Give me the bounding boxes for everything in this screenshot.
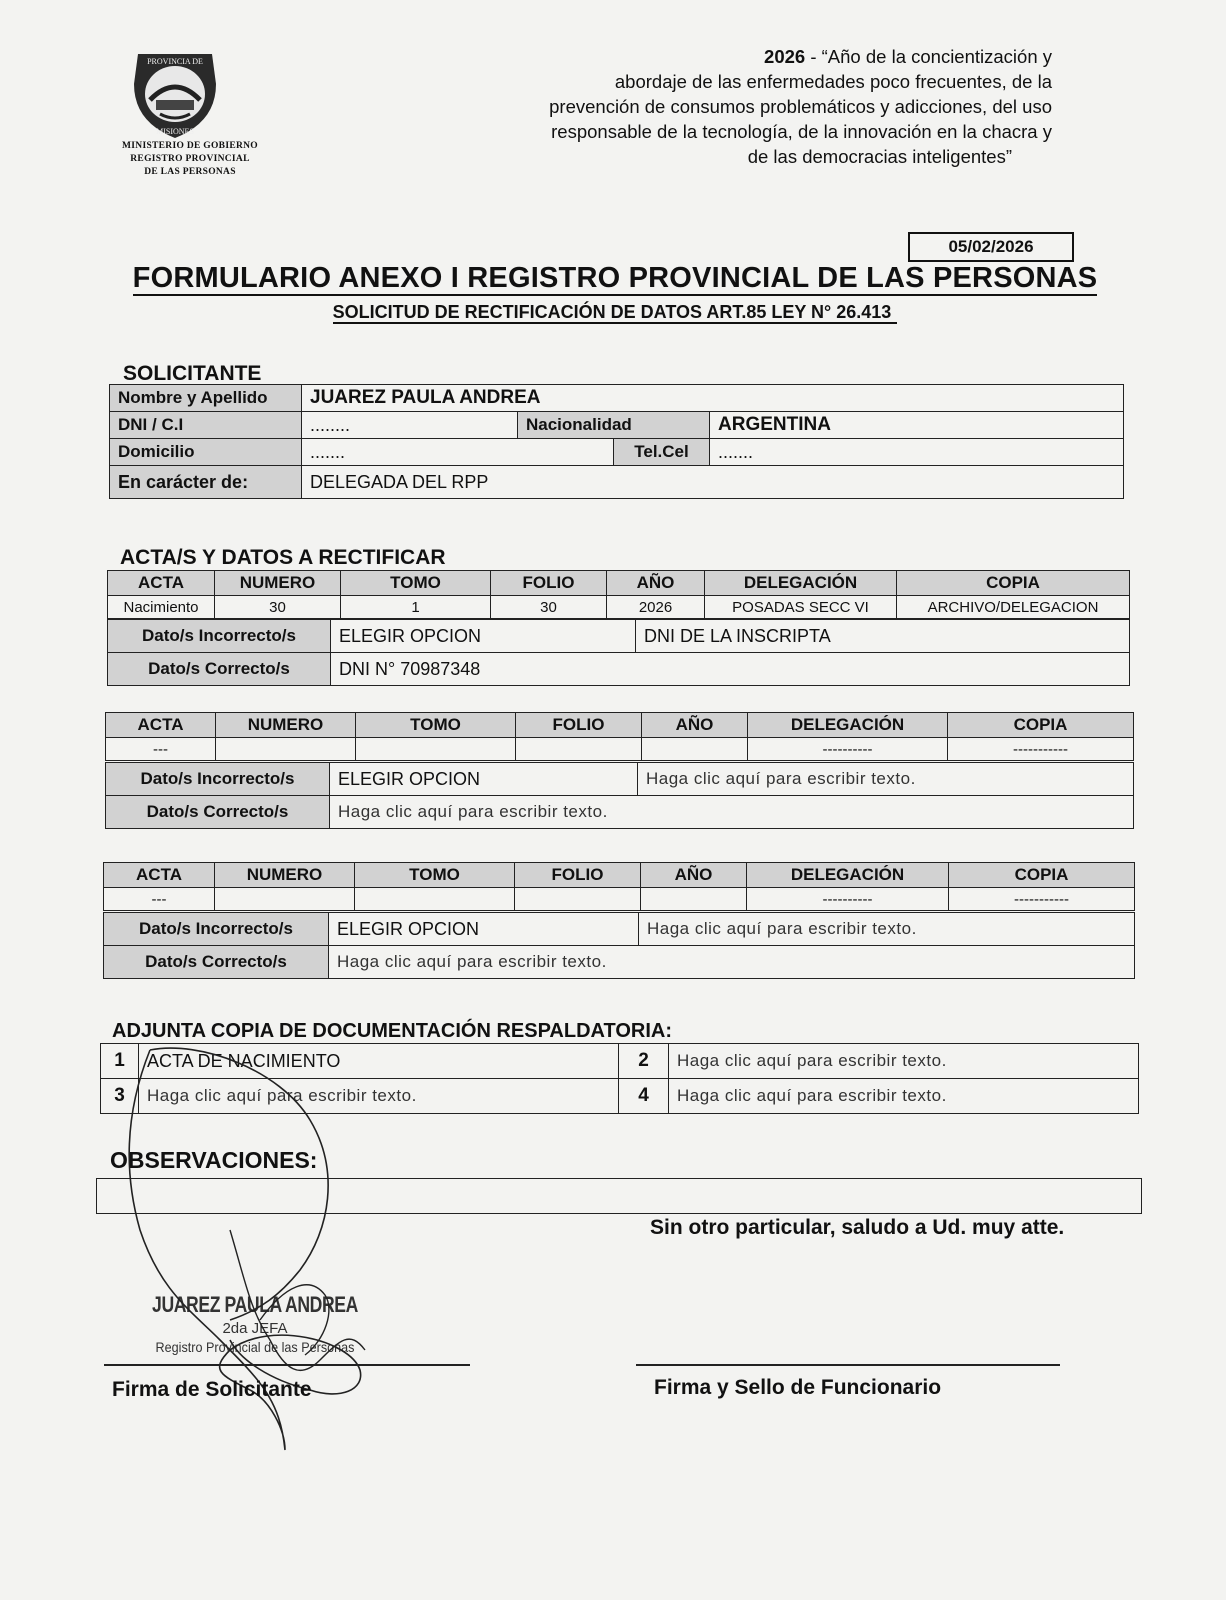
tel-field[interactable]: ....... [710, 439, 1124, 466]
motto-line-2: prevención de consumos problemáticos y adicciones, del uso [549, 96, 1052, 117]
delegacion-header: DELEGACIÓN [705, 571, 897, 596]
acta-cell[interactable]: Nacimiento [108, 596, 215, 619]
doc-field-3[interactable]: Haga clic aquí para escribir texto. [139, 1079, 619, 1114]
acta-cell[interactable]: --- [104, 888, 215, 911]
domicilio-label: Domicilio [110, 439, 302, 466]
anio-header: AÑO [607, 571, 705, 596]
doc-field-2[interactable]: Haga clic aquí para escribir texto. [669, 1044, 1139, 1079]
acta-table-1 [107, 570, 1130, 619]
datos-table-2 [105, 762, 1134, 829]
signature-line-funcionario [636, 1364, 1060, 1366]
folio-header: FOLIO [491, 571, 607, 596]
date-field[interactable]: 05/02/2026 [908, 232, 1074, 262]
acta-header: ACTA [104, 863, 215, 888]
copia-header: COPIA [949, 863, 1135, 888]
doc-field-4[interactable]: Haga clic aquí para escribir texto. [669, 1079, 1139, 1114]
ministry-name [95, 140, 285, 179]
doc-number: 3 [101, 1079, 139, 1114]
closing-text: Sin otro particular, saludo a Ud. muy atte. [650, 1216, 1065, 1239]
datos-table-1 [107, 619, 1130, 686]
acta-cell[interactable]: --- [106, 738, 216, 761]
incorrecto-opcion-select[interactable]: ELEGIR OPCION [331, 620, 636, 653]
seal-text-bottom: MISIONES [156, 127, 194, 136]
delegacion-header: DELEGACIÓN [747, 863, 949, 888]
correcto-label: Dato/s Correcto/s [108, 653, 331, 686]
incorrecto-opcion-select[interactable]: ELEGIR OPCION [329, 913, 639, 946]
incorrecto-texto-field[interactable]: DNI DE LA INSCRIPTA [636, 620, 1130, 653]
seal-text-top: PROVINCIA DE [147, 57, 203, 66]
acta-table-3 [103, 862, 1135, 911]
numero-header: NUMERO [215, 571, 341, 596]
acta-header: ACTA [108, 571, 215, 596]
incorrecto-label: Dato/s Incorrecto/s [108, 620, 331, 653]
folio-cell[interactable] [516, 738, 642, 761]
caracter-field[interactable]: DELEGADA DEL RPP [302, 466, 1124, 499]
folio-cell[interactable] [515, 888, 641, 911]
anio-header: AÑO [641, 863, 747, 888]
solicitante-table [109, 384, 1124, 499]
tomo-header: TOMO [355, 863, 515, 888]
tomo-header: TOMO [341, 571, 491, 596]
doc-number: 1 [101, 1044, 139, 1079]
firma-solicitante-label: Firma de Solicitante [112, 1378, 312, 1401]
correcto-field[interactable]: Haga clic aquí para escribir texto. [330, 796, 1134, 829]
year-motto [440, 44, 1052, 169]
form-title: FORMULARIO ANEXO I REGISTRO PROVINCIAL DE LAS PERSONAS [132, 262, 1098, 294]
folio-header: FOLIO [515, 863, 641, 888]
numero-cell[interactable]: 30 [215, 596, 341, 619]
copia-cell[interactable]: ARCHIVO/DELEGACION [897, 596, 1130, 619]
copia-cell[interactable]: ----------- [949, 888, 1135, 911]
correcto-field[interactable]: Haga clic aquí para escribir texto. [329, 946, 1135, 979]
acta-header: ACTA [106, 713, 216, 738]
motto-line-3: responsable de la tecnología, de la innovación en la chacra y [551, 121, 1052, 142]
provincial-seal [120, 44, 230, 142]
copia-header: COPIA [948, 713, 1134, 738]
nombre-field[interactable]: JUAREZ PAULA ANDREA [302, 385, 1124, 412]
acta-table-2 [105, 712, 1134, 761]
nacionalidad-label: Nacionalidad [518, 412, 710, 439]
anio-cell[interactable] [642, 738, 748, 761]
solicitante-heading: SOLICITANTE [123, 362, 262, 385]
tomo-header: TOMO [356, 713, 516, 738]
caracter-label: En carácter de: [110, 466, 302, 499]
folio-header: FOLIO [516, 713, 642, 738]
domicilio-field[interactable]: ....... [302, 439, 614, 466]
correcto-label: Dato/s Correcto/s [106, 796, 330, 829]
nombre-label: Nombre y Apellido [110, 385, 302, 412]
stamp-role: 2da JEFA [222, 1320, 288, 1337]
ministry-line-2: REGISTRO PROVINCIAL [130, 154, 250, 164]
doc-number: 2 [619, 1044, 669, 1079]
copia-cell[interactable]: ----------- [948, 738, 1134, 761]
anio-cell[interactable] [641, 888, 747, 911]
ministry-line-1: MINISTERIO DE GOBIERNO [122, 141, 258, 151]
numero-cell[interactable] [216, 738, 356, 761]
signature-line-solicitante [104, 1364, 470, 1366]
delegacion-cell[interactable]: ---------- [748, 738, 948, 761]
incorrecto-opcion-select[interactable]: ELEGIR OPCION [330, 763, 638, 796]
incorrecto-label: Dato/s Incorrecto/s [104, 913, 329, 946]
tel-label: Tel.Cel [614, 439, 710, 466]
delegacion-header: DELEGACIÓN [748, 713, 948, 738]
nacionalidad-field[interactable]: ARGENTINA [710, 412, 1124, 439]
tomo-cell[interactable]: 1 [341, 596, 491, 619]
doc-field-1[interactable]: ACTA DE NACIMIENTO [139, 1044, 619, 1079]
incorrecto-label: Dato/s Incorrecto/s [106, 763, 330, 796]
adjunta-heading: ADJUNTA COPIA DE DOCUMENTACIÓN RESPALDATORIA: [112, 1020, 672, 1042]
numero-header: NUMERO [216, 713, 356, 738]
datos-table-3 [103, 912, 1135, 979]
dni-field[interactable]: ........ [302, 412, 518, 439]
observaciones-heading: OBSERVACIONES: [110, 1147, 318, 1173]
motto-line-1: abordaje de las enfermedades poco frecuentes, de la [614, 71, 1052, 92]
stamp-office: Registro Provincial de las Personas [155, 1339, 355, 1355]
copia-header: COPIA [897, 571, 1130, 596]
motto-line-4: de las democracias inteligentes” [747, 146, 1012, 167]
stamp-name: JUAREZ PAULA ANDREA [152, 1292, 358, 1317]
correcto-label: Dato/s Correcto/s [104, 946, 329, 979]
folio-cell[interactable]: 30 [491, 596, 607, 619]
motto-year: 2026 [764, 46, 806, 67]
actas-heading: ACTA/S Y DATOS A RECTIFICAR [120, 546, 446, 569]
numero-cell[interactable] [215, 888, 355, 911]
ministry-line-3: DE LAS PERSONAS [144, 167, 236, 177]
doc-number: 4 [619, 1079, 669, 1114]
tomo-cell[interactable] [356, 738, 516, 761]
motto-line-0: - “Año de la concientización y [805, 46, 1052, 67]
incorrecto-texto-field[interactable]: Haga clic aquí para escribir texto. [638, 763, 1134, 796]
numero-header: NUMERO [215, 863, 355, 888]
firma-funcionario-label: Firma y Sello de Funcionario [654, 1376, 942, 1399]
incorrecto-texto-field[interactable]: Haga clic aquí para escribir texto. [639, 913, 1135, 946]
delegacion-cell[interactable]: ---------- [747, 888, 949, 911]
tomo-cell[interactable] [355, 888, 515, 911]
form-subtitle: SOLICITUD DE RECTIFICACIÓN DE DATOS ART.85 LEY N° 26.413 [100, 302, 1130, 323]
anio-header: AÑO [642, 713, 748, 738]
dni-label: DNI / C.I [110, 412, 302, 439]
delegacion-cell[interactable]: POSADAS SECC VI [705, 596, 897, 619]
anio-cell[interactable]: 2026 [607, 596, 705, 619]
correcto-field[interactable]: DNI N° 70987348 [331, 653, 1130, 686]
